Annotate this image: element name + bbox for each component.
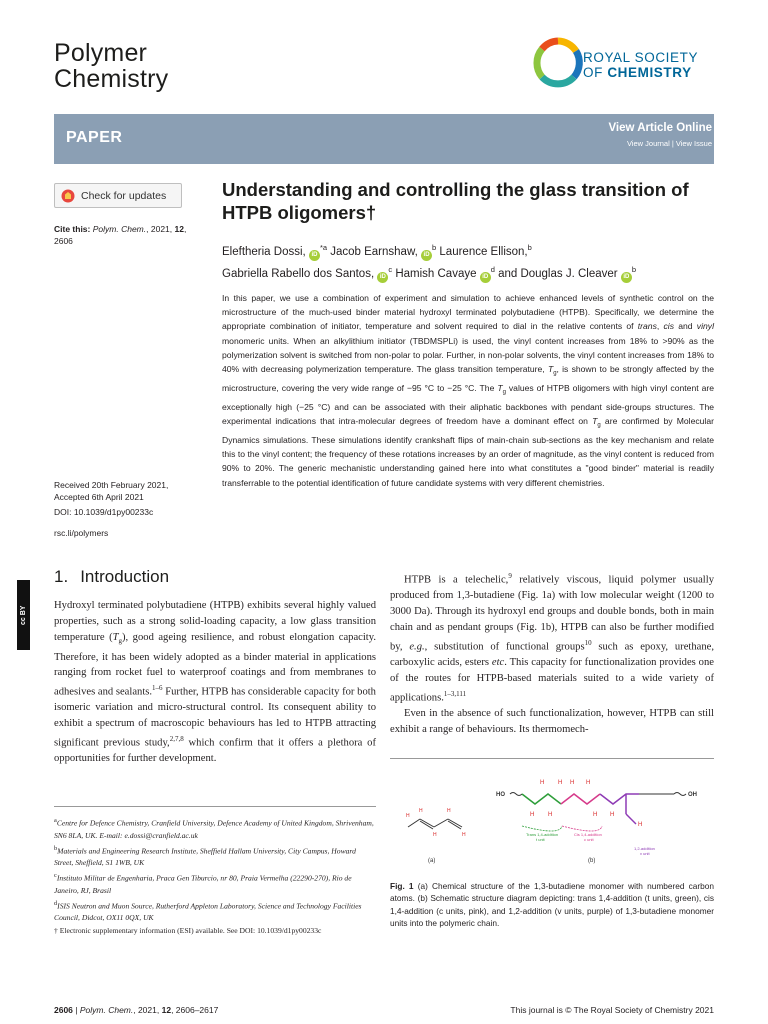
vinyl-label: 1,2-addition [634, 846, 655, 851]
polymer-chain [496, 780, 697, 864]
figure-divider [390, 758, 714, 759]
check-updates-label: Check for updates [81, 189, 167, 202]
journal-link[interactable]: rsc.li/polymers [54, 528, 109, 538]
view-article-online-link[interactable]: View Article Online [608, 122, 712, 134]
section-number: 1. [54, 567, 69, 586]
footnotes [54, 815, 376, 938]
h-atom: H [638, 822, 643, 828]
paragraph: Hydroxyl terminated polybutadiene (HTPB) exhibits several highly valued properties, such as a strong solid-loading capacity, a low glass transition temperature $(T_g)$, good ageing resilience, and robust elongation capacity. Therefore, it has been widely adopted as a binder material in applications ranging from rocket fuel to waterproof coatings and from membranes to adhesives and sealants.$^{1-6}$ Further, HTPB has considerable capacity for both isomeric variation and micro-structural control. Its consequent ability to exhibit a spectrum of macroscopic behaviours has led to HTPB attracting significant previous study,$^{2,7,8}$ which confirm that it offers a plethora of opportunities for further development. [54, 600, 377, 765]
author-6-affil: b [631, 264, 636, 274]
publisher-line1: ROYAL SOCIETY [583, 50, 699, 65]
journal-title-line1: Polymer [54, 39, 148, 67]
body-right-column [390, 569, 714, 738]
cite-journal: Polym. Chem. [92, 224, 147, 234]
check-updates-icon [61, 189, 75, 203]
orcid-icon[interactable]: iD [621, 272, 632, 283]
h-atom: H [433, 832, 437, 838]
trans-unit: t unit [536, 837, 545, 842]
ho-group: HO [496, 792, 505, 798]
orcid-icon[interactable]: iD [480, 272, 491, 283]
footnote-a: $^a$Centre for Defence Chemistry, Cranfield University, Defence Academy of United Kingdom, Shrivenham, SN6 8LA, UK. E-mail: e.dossi@cranfield.ac.uk [54, 817, 374, 840]
author-2: Jacob Earnshaw, [330, 245, 418, 258]
vinyl-unit: v unit [640, 851, 650, 856]
author-1: Eleftheria Dossi, [222, 245, 306, 258]
oh-group: OH [688, 792, 697, 798]
h-atom: H [530, 812, 535, 818]
author-2-affil: b [432, 243, 437, 252]
section-title: Introduction [80, 567, 170, 586]
figure-label-b: (b) [588, 858, 596, 864]
paper-type-label: PAPER [66, 129, 123, 146]
trans-label: Trans 1,4-addition [526, 832, 559, 837]
butadiene-monomer [406, 808, 466, 864]
h-atom: H [586, 780, 591, 786]
author-6: and Douglas J. Cleaver [498, 267, 618, 280]
view-journal-issue-links[interactable]: View Journal | View Issue [626, 139, 712, 148]
paragraph: HTPB is a telechelic,$^9$ relatively viscous, liquid polymer usually produced from 1,3-butadiene (Fig. 1a) with low molecular weight (1200 to 3000 Da). Through its hydroxyl end groups and double bonds, both in main chain and as pendant groups (Fig. 1b), HTPB can also be further modified by, e.g., substitution of functional groups$^{10}$ such as epoxy, urethane, carboxylic acids, esters etc. This capacity for functionalization provides one of the routes for HTPB-based materials suited to a wide variety of applications.$^{1-3,111}$ [390, 572, 714, 704]
h-atom: H [548, 812, 553, 818]
h-atom: H [406, 813, 410, 819]
caption-label: Fig. 1 [390, 881, 414, 891]
footnote-divider [54, 806, 376, 807]
footnote-b: $^b$Materials and Engineering Research Institute, Sheffield Hallam University, City Campus, Howard Street, Sheffield, S1 1WB, UK [54, 844, 356, 868]
publisher-line2-bold: CHEMISTRY [607, 65, 692, 80]
paragraph: Even in the absence of such functionalization, however, HTPB can still exhibit a range of behaviours. Its thermomech- [390, 707, 714, 735]
received-date: Received 20th February 2021, [54, 480, 169, 490]
author-5-affil: d [490, 264, 495, 274]
check-for-updates-button[interactable] [54, 183, 182, 208]
doi[interactable]: DOI: 10.1039/d1py00233c [54, 507, 154, 517]
footnote-esi: † Electronic supplementary information (ESI) available. See DOI: 10.1039/d1py00233c [54, 926, 322, 936]
page-footer-right: This journal is © The Royal Society of Chemistry 2021 [510, 1005, 714, 1015]
h-atom: H [593, 812, 598, 818]
journal-title-line2: Chemistry [54, 65, 169, 93]
h-atom: H [447, 808, 451, 814]
citation: Cite this: Polym. Chem., 2021, 12, 2606 [54, 224, 187, 246]
figure-caption [390, 880, 714, 929]
body-left-column [54, 598, 376, 767]
cis-unit: c unit [584, 837, 594, 842]
publisher-line2-prefix: OF [583, 65, 608, 80]
orcid-icon[interactable]: iD [377, 272, 388, 283]
publisher-name [583, 50, 698, 80]
author-list [222, 239, 722, 283]
accepted-date: Accepted 6th April 2021 [54, 491, 144, 502]
author-4-affil: c [388, 264, 393, 274]
figure-label-a: (a) [428, 858, 436, 864]
h-atom: H [540, 780, 545, 786]
h-atom: H [419, 808, 423, 814]
received-dates [54, 480, 204, 503]
cite-label: Cite this: [54, 224, 91, 234]
author-1-affil: *a [319, 243, 328, 252]
cite-year: 2021, [150, 224, 173, 234]
cite-page: , 2606 [54, 224, 187, 246]
caption-text: (a) Chemical structure of the 1,3-butadiene monomer with numbered carbon atoms. (b) Schematic structure diagram depicting: trans 1,4-addition (t units, green), cis 1,4-addition (c units, pink), and 1,2-addition (v units, purple) of 1,3-butadiene monomer units into the polymeric chain. [390, 881, 714, 928]
cc-license-icon[interactable]: cc BY [17, 580, 30, 650]
author-3-affil: b [527, 243, 532, 252]
h-atom: H [462, 832, 466, 838]
abstract: In this paper, we use a combination of experiment and simulation to achieve enhanced levels of synthetic control on the microstructure of the much-used binder material hydroxyl terminated polybutadiene (HTPB). Specifically, we determine the appropriate combination of initiator, temperature and solvent required to dial in the relative contents of trans, cis and vinyl monomeric units. When an alkylithium initiator (TBDMSPLi) is used, the vinyl content increases from 18% to >90% as the polymerization solvent is switched from non-polar to polar. Further, in non-polar solvents, the vinyl content increases from 18% to 40% with decreasing polymerization temperature. The glass transition temperature, $T_g$, is shown to be strongly affected by the microstructure, covering the very wide range of −95 °C to −25 °C. The $T_g$ values of HTPB oligomers with high vinyl content are exceptionally high (−25 °C) and can be associated with their aliphatic backbones with pendant side-groups structures. The experimental indications that intra-molecular degrees of freedom have a dominant effect on $T_g$ are confirmed by Molecular Dynamics simulations. These simulations identify crankshaft flips of main-chain sub-sections as the key mechanism and relate this to the vinyl content; the frequency of these rotations increases by an order of magnitude, as the vinyl content is reduced from 90% to 20%. The generic mechanistic understanding gained here into what constitutes a "good binder" material is readily transferrable to the potential identification of future candidate systems with very different chemistries. [222, 293, 714, 488]
h-atom: H [558, 780, 563, 786]
cis-label: Cis 1,4-addition [574, 832, 602, 837]
author-5: Hamish Cavaye [395, 267, 477, 280]
orcid-icon[interactable]: iD [309, 250, 320, 261]
section-heading [54, 567, 169, 587]
h-atom: H [570, 780, 575, 786]
page-footer-left: 2606 | Polym. Chem., 2021, 12, 2606–2617 [54, 1005, 219, 1015]
figure-1 [390, 772, 714, 872]
h-atom: H [610, 812, 615, 818]
author-4: Gabriella Rabello dos Santos, [222, 267, 375, 280]
journal-title [54, 40, 168, 92]
orcid-icon[interactable]: iD [421, 250, 432, 261]
footnote-c: $^c$Instituto Militar de Engenharia, Praca Gen Tiburcio, nr 80, Praia Vermelha (22290-270), Rio de Janeiro, RJ, Brasil [54, 872, 352, 895]
footnote-d: $^d$ISIS Neutron and Muon Source, Rutherford Appleton Laboratory, Science and Technology Facilities Council, Didcot, OX11 0QX, UK [54, 899, 362, 923]
article-title: Understanding and controlling the glass transition of HTPB oligomers† [222, 179, 689, 223]
author-3: Laurence Ellison, [439, 245, 528, 258]
cite-volume: 12 [174, 224, 184, 234]
